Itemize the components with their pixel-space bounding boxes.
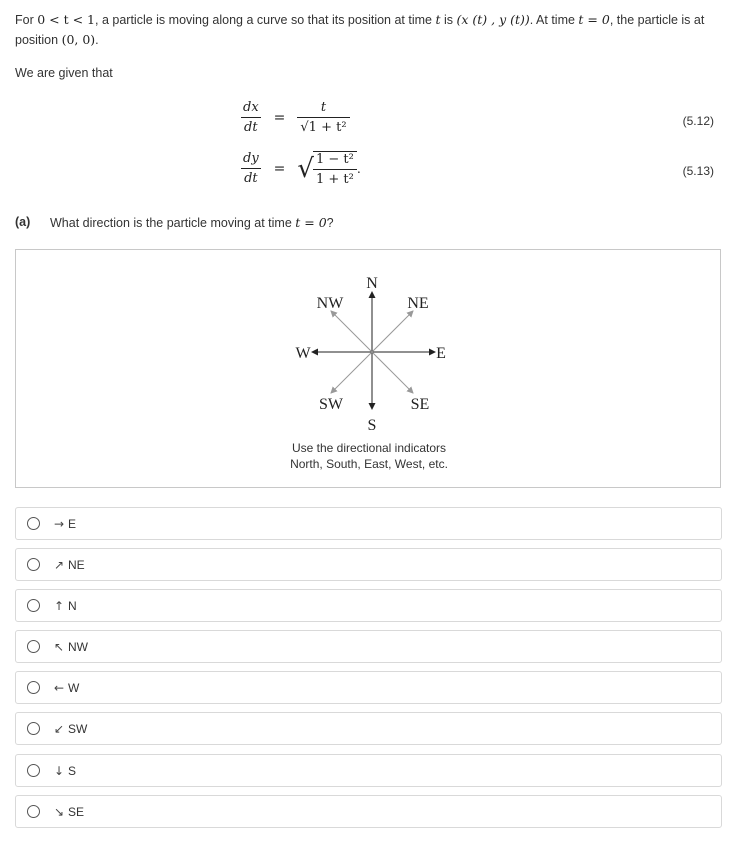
- question-tail: ?: [326, 216, 334, 230]
- arrow-down-right-icon: ↘: [53, 804, 65, 819]
- option-west[interactable]: [15, 671, 722, 704]
- given-text: We are given that: [15, 66, 113, 80]
- compass-figure: [15, 249, 721, 488]
- question-body: What direction is the particle moving at time: [50, 216, 296, 230]
- intro-text: . At time: [529, 13, 579, 27]
- rhs-fraction: [313, 151, 357, 187]
- option-label: N: [68, 598, 77, 613]
- label-east: E: [436, 345, 446, 362]
- rhs-fraction: [297, 100, 349, 135]
- lhs-denominator: dt: [241, 168, 261, 186]
- intro-text: is: [440, 13, 457, 27]
- intro-math: t: [435, 12, 441, 27]
- rhs-denominator: √1 + t²: [297, 117, 349, 135]
- lhs-fraction: [240, 100, 262, 135]
- period: .: [356, 161, 361, 176]
- option-label: SW: [68, 721, 88, 736]
- intro-text: , the particle is at position: [15, 13, 705, 47]
- radio-button[interactable]: [27, 599, 40, 612]
- intro-math: (x (t) , y (t)): [456, 12, 530, 27]
- radio-button[interactable]: [27, 640, 40, 653]
- arrow-up-right-icon: ↗: [53, 557, 65, 572]
- equals-sign: =: [273, 160, 286, 177]
- arrow-northeast: [372, 311, 413, 352]
- caption-line: Use the directional indicators: [291, 441, 447, 455]
- lhs-numerator: dy: [243, 151, 259, 166]
- arrow-up-left-icon: ↖: [53, 639, 65, 654]
- arrow-southeast: [372, 352, 413, 393]
- option-label: NW: [68, 639, 88, 654]
- arrow-up-icon: ↑: [53, 598, 65, 613]
- question-math: t = 0: [295, 215, 327, 230]
- option-label: NE: [68, 557, 85, 572]
- radio-button[interactable]: [27, 764, 40, 777]
- lhs-denominator: dt: [241, 117, 261, 135]
- option-south[interactable]: [15, 754, 722, 787]
- radio-button[interactable]: [27, 681, 40, 694]
- label-west: W: [295, 345, 311, 362]
- arrow-down-left-icon: ↙: [53, 721, 65, 736]
- label-southwest: SW: [319, 396, 343, 413]
- radio-button[interactable]: [27, 722, 40, 735]
- option-southwest[interactable]: [15, 712, 722, 745]
- intro-text: , a particle is moving along a curve so that its position at time: [95, 13, 436, 27]
- equation-5-13: [240, 150, 361, 187]
- equation-5-12: [240, 100, 350, 135]
- compass-rose: [286, 268, 456, 438]
- label-northeast: NE: [407, 295, 429, 312]
- radio-button[interactable]: [27, 517, 40, 530]
- option-northeast[interactable]: [15, 548, 722, 581]
- arrow-northwest: [331, 311, 372, 352]
- option-label: SE: [68, 804, 85, 819]
- option-label: W: [68, 680, 80, 695]
- intro-math: t = 0: [578, 12, 610, 27]
- rhs-numerator: t: [320, 100, 327, 115]
- radio-button[interactable]: [27, 558, 40, 571]
- equation-number: (5.12): [682, 114, 714, 128]
- radio-button[interactable]: [27, 805, 40, 818]
- intro-math: (0, 0): [61, 32, 96, 47]
- lhs-numerator: dx: [243, 100, 259, 115]
- option-north[interactable]: [15, 589, 722, 622]
- intro-text: For: [15, 13, 38, 27]
- sqrt-sign: √: [297, 153, 314, 184]
- equals-sign: =: [273, 109, 286, 126]
- part-label: (a): [15, 215, 31, 229]
- intro-math: 0 < t < 1: [37, 12, 96, 27]
- arrow-left-icon: ←: [53, 680, 65, 695]
- arrow-southwest: [331, 352, 372, 393]
- rhs-denominator: 1 + t²: [313, 169, 357, 187]
- label-north: N: [366, 275, 378, 292]
- rhs-numerator: 1 − t²: [315, 152, 354, 167]
- option-east[interactable]: [15, 507, 722, 540]
- option-label: E: [68, 516, 77, 531]
- option-southeast[interactable]: [15, 795, 722, 828]
- intro-text: .: [95, 33, 99, 47]
- option-label: S: [68, 763, 77, 778]
- label-northwest: NW: [316, 295, 344, 312]
- question-text: [50, 215, 334, 230]
- label-south: S: [367, 417, 377, 434]
- problem-intro: [15, 10, 720, 50]
- equation-number: (5.13): [682, 164, 714, 178]
- caption-line: North, South, East, West, etc.: [290, 457, 448, 471]
- compass-caption: [16, 440, 722, 472]
- lhs-fraction: [240, 151, 262, 186]
- label-southeast: SE: [410, 396, 430, 413]
- arrow-down-icon: ↓: [53, 763, 65, 778]
- arrow-right-icon: →: [53, 516, 65, 531]
- option-northwest[interactable]: [15, 630, 722, 663]
